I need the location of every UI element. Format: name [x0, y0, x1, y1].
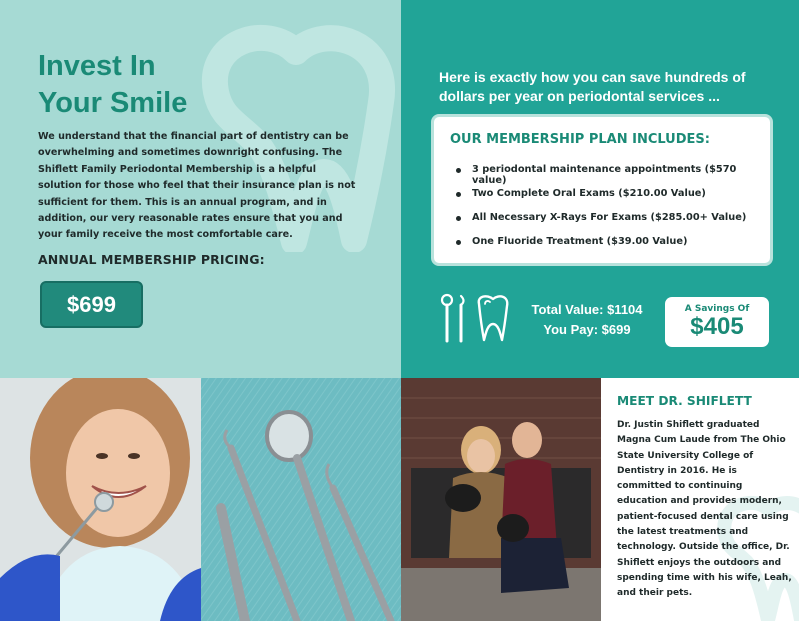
plan-item-text: All Necessary X-Rays For Exams ($285.00+ Value): [472, 212, 747, 223]
plan-list: [456, 164, 770, 260]
plan-item-text: Two Complete Oral Exams ($210.00 Value): [472, 188, 706, 199]
patient-photo: [0, 378, 201, 621]
plan-item-text: One Fluoride Treatment ($39.00 Value): [472, 236, 688, 247]
bullet-icon: [456, 192, 461, 197]
doctor-family-illustration: [401, 378, 601, 621]
intro-paragraph: We understand that the financial part of dentistry can be overwhelming and sometimes downright confusing. The Shiflett Family Periodontal Membership is a helpful solution for those who feel that their insurance plan is not sufficient for them. This is an annual program, and in addition, our very reasonable rates ensure that you and your family receive the most comfortable care.: [38, 131, 356, 241]
price-badge: $699: [40, 281, 143, 328]
plan-item: [456, 188, 770, 212]
plan-item-text: 3 periodontal maintenance appointments ($570 value): [472, 164, 737, 186]
meet-doctor-section: [601, 378, 799, 621]
plan-item: [456, 212, 770, 236]
totals: [513, 300, 661, 340]
you-pay: You Pay: $699: [543, 322, 631, 337]
patient-illustration: [0, 378, 201, 621]
savings-headline: Here is exactly how you can save hundreds of dollars per year on periodontal services ...: [439, 69, 746, 104]
page-title: [38, 48, 187, 122]
savings-badge: [665, 297, 769, 347]
savings-panel: [401, 0, 799, 378]
bullet-icon: [456, 168, 461, 173]
membership-plan-card: [431, 114, 773, 266]
savings-label: A Savings Of: [684, 304, 750, 314]
total-value: Total Value: $1104: [531, 302, 643, 317]
meet-doctor-title: MEET DR. SHIFLETT: [617, 394, 752, 408]
plan-item: [456, 164, 770, 188]
dental-tools-photo: [201, 378, 401, 621]
pricing-label: ANNUAL MEMBERSHIP PRICING:: [38, 252, 265, 267]
doctor-bio: Dr. Justin Shiflett graduated Magna Cum Laude from The Ohio State University College of Dentistry in 2016. He is committed to continuing education and provides modern, patient-focused dental care using the latest treatments and technology. Outside the office, Dr. Shiflett enjoys the outdoors and spending time with his wife, Leah, and their pets.: [617, 420, 792, 599]
savings-value: $405: [690, 313, 744, 340]
bullet-icon: [456, 240, 461, 245]
dental-tools-icon: [439, 293, 469, 345]
bullet-icon: [456, 216, 461, 221]
dental-tools-illustration: [201, 378, 401, 621]
pricing-panel: [0, 0, 401, 378]
tooth-icon: [473, 294, 513, 344]
doctor-family-photo: [401, 378, 601, 621]
headline-line-2: Your Smile: [38, 87, 188, 119]
plan-item: [456, 236, 770, 260]
headline-line-1: Invest In: [38, 50, 156, 82]
plan-title: OUR MEMBERSHIP PLAN INCLUDES:: [450, 132, 710, 147]
